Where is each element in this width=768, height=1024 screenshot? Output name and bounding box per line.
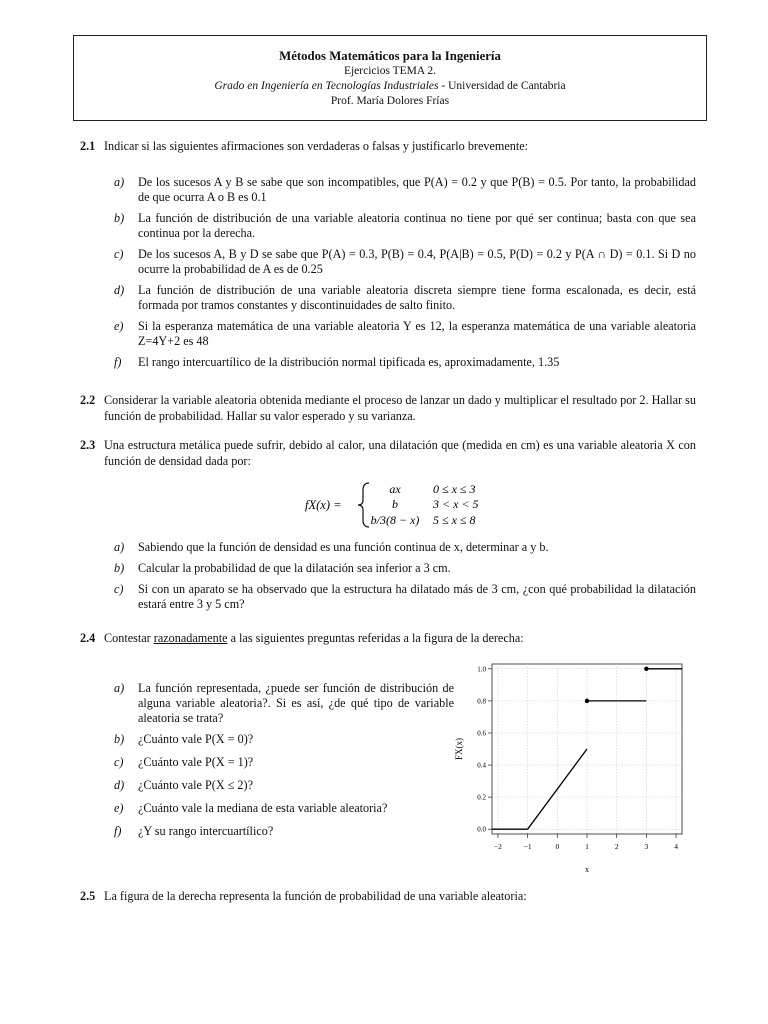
problem-2-5 <box>80 889 696 905</box>
list-item <box>114 582 696 612</box>
problem-2-1-items <box>114 175 696 376</box>
y-tick-label: 0.2 <box>477 793 486 802</box>
problem-2-4-items <box>114 681 454 847</box>
x-tick-label: 0 <box>555 842 560 851</box>
list-item <box>114 801 454 816</box>
item-text: ¿Cuánto vale P(X = 0)? <box>138 732 254 746</box>
list-item <box>114 247 696 277</box>
problem-statement: Considerar la variable aleatoria obtenida mediante el proceso de lanzar un dado y multiplicar el resultado por 2. Hallar su función de probabilidad. Hallar su valor esperado y su varianza. <box>104 393 696 423</box>
density-formula <box>305 480 505 530</box>
list-item <box>114 175 696 205</box>
y-tick-label: 1.0 <box>477 665 486 674</box>
list-item <box>114 755 454 770</box>
case-expr: b <box>392 497 398 511</box>
x-tick-label: 1 <box>585 842 589 851</box>
problem-2-4 <box>80 631 696 647</box>
header-box <box>73 35 707 121</box>
item-text: ¿Cuánto vale la mediana de esta variable aleatoria? <box>138 801 388 815</box>
item-text: ¿Y su rango intercuartílico? <box>138 824 274 838</box>
case-expr: b/3(8 − x) <box>370 513 420 527</box>
item-label: c) <box>114 755 124 769</box>
x-tick-label: 2 <box>614 842 619 851</box>
item-text: Sabiendo que la función de densidad es una función continua de x, determinar a y b. <box>138 540 549 554</box>
case-cond: 5 ≤ x ≤ 8 <box>433 513 476 527</box>
document-title: Métodos Matemáticos para la Ingeniería <box>279 49 501 63</box>
statement-part: Contestar <box>104 631 154 645</box>
problem-2-3-items <box>114 540 696 618</box>
item-label: f) <box>114 355 122 369</box>
item-text: De los sucesos A y B se sabe que son incompatibles, que P(A) = 0.2 y que P(B) = 0.5. Por tanto, la probabilidad de que ocurra A o B es 0.1 <box>138 175 696 204</box>
item-label: d) <box>114 778 125 792</box>
item-label: b) <box>114 732 125 746</box>
item-label: e) <box>114 801 124 815</box>
professor-name: Prof. María Dolores Frías <box>330 95 450 107</box>
item-label: a) <box>114 681 125 695</box>
item-label: d) <box>114 283 125 297</box>
list-item <box>114 561 696 576</box>
case-cond: 0 ≤ x ≤ 3 <box>433 482 476 496</box>
axis-ticks <box>477 665 678 851</box>
statement-part: a las siguientes preguntas referidas a la figura de la derecha: <box>227 631 524 645</box>
item-label: c) <box>114 582 124 596</box>
list-item <box>114 732 454 747</box>
item-text: La función de distribución de una variable aleatoria discreta siempre tiene forma escalonada, es decir, está formada por tramos constantes y discontinuidades de salto finito. <box>138 283 696 312</box>
list-item <box>114 681 454 726</box>
problem-number: 2.2 <box>80 393 96 407</box>
formula-lhs: fX(x) = <box>305 498 342 512</box>
problem-statement <box>104 631 696 647</box>
item-label: b) <box>114 211 125 225</box>
item-text: Calcular la probabilidad de que la dilatación sea inferior a 3 cm. <box>138 561 451 575</box>
cdf-chart <box>448 650 698 880</box>
problem-2-3 <box>80 438 696 469</box>
item-text: De los sucesos A, B y D se sabe que P(A) = 0.3, P(B) = 0.4, P(A|B) = 0.5, P(D) = 0.2 y P(A ∩ D) = 0.1. Si D no ocurre la probabilidad de A es de 0.25 <box>138 247 696 276</box>
problem-statement: La figura de la derecha representa la función de probabilidad de una variable aleatoria: <box>104 889 527 903</box>
item-text: Si con un aparato se ha observado que la estructura ha dilatado más de 3 cm, ¿con qué probabilidad la dilatación estará entre 3 y 5 cm? <box>138 582 696 611</box>
x-tick-label: −1 <box>523 842 532 851</box>
degree-line <box>74 79 706 94</box>
cdf-point <box>585 699 589 703</box>
statement-underlined: razonadamente <box>153 631 228 645</box>
university-name: - Universidad de Cantabria <box>438 80 566 92</box>
item-label: a) <box>114 540 125 554</box>
problem-number: 2.3 <box>80 438 96 452</box>
item-label: a) <box>114 175 125 189</box>
item-label: e) <box>114 319 124 333</box>
list-item <box>114 778 454 793</box>
item-text: El rango intercuartílico de la distribución normal tipificada es, aproximadamente, 1.35 <box>138 355 560 369</box>
problem-statement: Una estructura metálica puede sufrir, debido al calor, una dilatación que (medida en cm) es una variable aleatoria X con función de densidad dada por: <box>104 438 696 468</box>
item-text: La función representada, ¿puede ser función de distribución de alguna variable aleatoria?. Si es así, ¿de qué tipo de variable aleatoria se trata? <box>138 681 454 725</box>
list-item <box>114 540 696 555</box>
problem-2-2 <box>80 393 696 424</box>
item-label: b) <box>114 561 125 575</box>
x-tick-label: −2 <box>493 842 502 851</box>
x-axis-label: x <box>585 865 589 874</box>
item-text: La función de distribución de una variable aleatoria continua no tiene por qué ser continua; basta con que sea continua por la derecha. <box>138 211 696 240</box>
cdf-point <box>644 667 648 671</box>
y-axis-label: FX(x) <box>454 738 464 760</box>
problem-2-1 <box>80 139 696 155</box>
item-text: ¿Cuánto vale P(X = 1)? <box>138 755 254 769</box>
case-expr: ax <box>389 482 401 496</box>
list-item <box>114 211 696 241</box>
problem-number: 2.4 <box>80 631 96 645</box>
problem-statement: Indicar si las siguientes afirmaciones son verdaderas o falsas y justificarlo brevemente: <box>104 139 529 153</box>
y-tick-label: 0.8 <box>477 697 486 706</box>
left-brace <box>358 483 369 527</box>
list-item <box>114 355 696 370</box>
y-tick-label: 0.6 <box>477 729 486 738</box>
degree-name: Grado en Ingeniería en Tecnologías Industriales <box>214 80 439 92</box>
problem-number: 2.5 <box>80 889 96 903</box>
list-item <box>114 824 454 839</box>
x-tick-label: 3 <box>644 842 649 851</box>
list-item <box>114 283 696 313</box>
y-tick-label: 0.4 <box>477 761 486 770</box>
y-tick-label: 0.0 <box>477 825 486 834</box>
item-label: c) <box>114 247 124 261</box>
x-tick-label: 4 <box>674 842 678 851</box>
problem-number: 2.1 <box>80 139 96 153</box>
list-item <box>114 319 696 349</box>
item-text: ¿Cuánto vale P(X ≤ 2)? <box>138 778 253 792</box>
item-text: Si la esperanza matemática de una variable aleatoria Y es 12, la esperanza matemática de una variable aleatoria Z=4Y+2 es 48 <box>138 319 696 348</box>
case-cond: 3 < x < 5 <box>433 497 479 511</box>
document-subtitle: Ejercicios TEMA 2. <box>343 65 437 77</box>
item-label: f) <box>114 824 122 838</box>
